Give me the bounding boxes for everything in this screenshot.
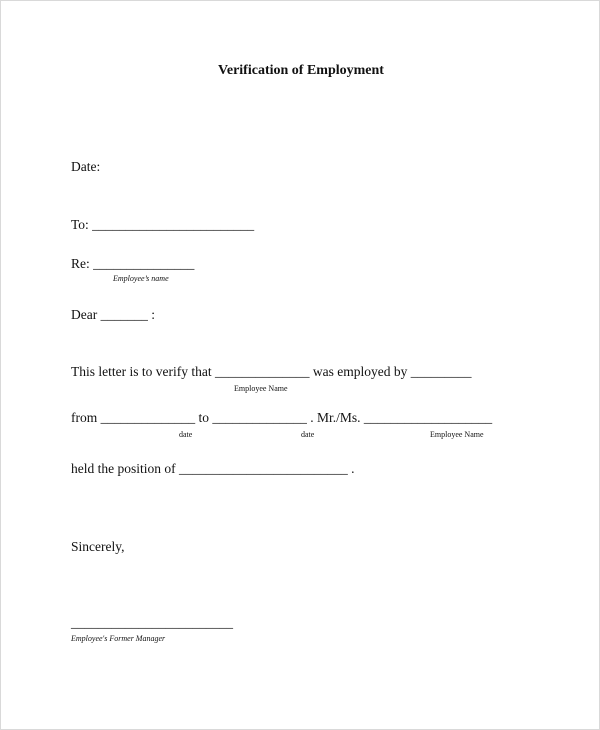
from-line: from ______________ to ______________ . Mr./Ms. ___________________ xyxy=(71,410,493,425)
document-title: Verification of Employment xyxy=(218,63,384,78)
closing: Sincerely, xyxy=(71,539,125,554)
re-line: Re: _______________ xyxy=(71,256,195,271)
to-date-caption: date xyxy=(301,430,315,439)
verify-caption: Employee Name xyxy=(234,384,288,393)
dear-line: Dear _______ : xyxy=(71,307,155,322)
signature-line: ________________________ xyxy=(71,615,233,630)
signature-caption: Employee's Former Manager xyxy=(71,634,166,643)
re-caption: Employee’s name xyxy=(113,274,169,283)
verify-line: This letter is to verify that ______________ was employed by _________ xyxy=(71,364,472,379)
to-line: To: ________________________ xyxy=(71,217,255,232)
mrms-caption: Employee Name xyxy=(430,430,484,439)
position-line: held the position of _________________________ . xyxy=(71,461,355,476)
date-label: Date: xyxy=(71,159,101,174)
from-date-caption: date xyxy=(179,430,193,439)
